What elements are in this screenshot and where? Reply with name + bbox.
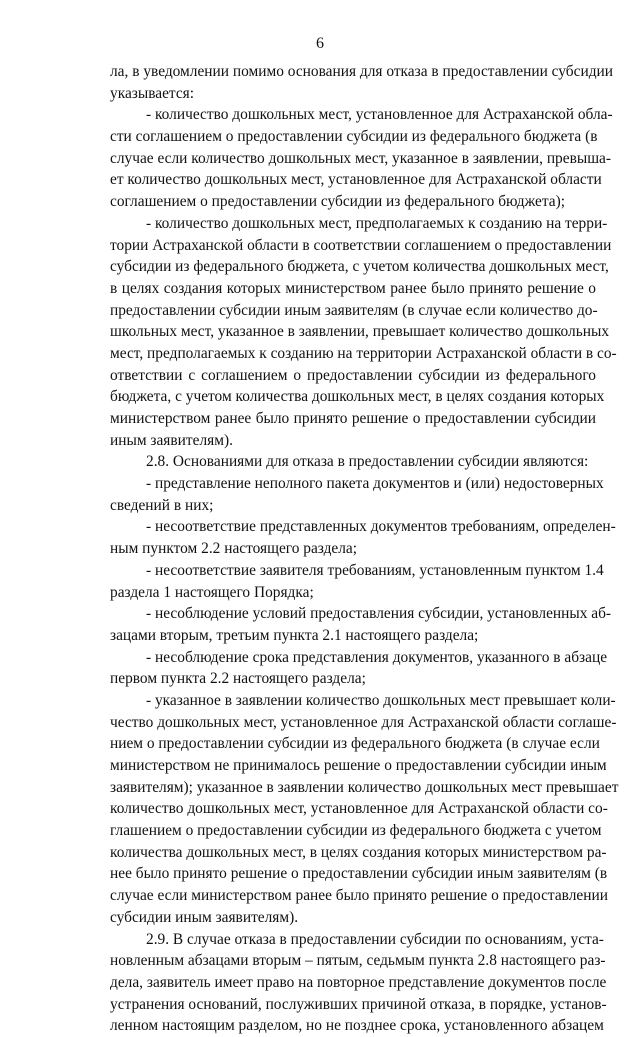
page-number: 6 (316, 35, 324, 52)
text-line: министерством не принималось решение о предоставлении субсидии иным (110, 757, 607, 774)
text-line: - несоответствие представленных документов требованиям, определен- (146, 518, 616, 536)
text-line: 2.8. Основаниями для отказа в предоставлении субсидии являются: (146, 453, 589, 471)
text-line: - несоблюдение срока представления документов, указанного в абзаце (146, 648, 608, 666)
text-line: тории Астраханской области в соответствии соглашением о предоставлении (110, 236, 612, 254)
document-body (110, 61, 619, 1037)
text-line: случае если количество дошкольных мест, указанное в заявлении, превыша- (110, 149, 611, 167)
text-line: количества дошкольных мест, в целях создания которых министерством ра- (110, 843, 607, 861)
text-line: указывается: (110, 84, 195, 102)
text-line: в целях создания которых министерством ранее было принято решение о (110, 279, 596, 297)
text-line: субсидии иным заявителям). (110, 908, 299, 926)
text-line: - количество дошкольных мест, предполагаемых к созданию на терри- (146, 214, 608, 232)
text-line: ет количество дошкольных мест, установленное для Астраханской области (110, 171, 602, 189)
text-line: заявителям); указанное в заявлении количество дошкольных мест превышает (110, 778, 619, 796)
text-line: ленном настоящим разделом, но не позднее срока, установленного абзацем (110, 1017, 604, 1035)
text-line: 2.9. В случае отказа в предоставлении субсидии по основаниям, уста- (146, 930, 604, 948)
text-line: ла, в уведомлении помимо основания для отказа в предоставлении субсидии (110, 63, 613, 80)
text-line: субсидии из федерального бюджета, с учетом количества дошкольных мест, (110, 258, 609, 276)
text-line: количество дошкольных мест, установленное для Астраханской области со- (110, 800, 608, 818)
text-line: бюджета, с учетом количества дошкольных мест, в целях создания которых (110, 388, 605, 406)
text-line: предоставлении субсидии иным заявителям (в случае если количество до- (110, 301, 598, 319)
text-line: - несоблюдение условий предоставления субсидии, установленных аб- (146, 605, 612, 623)
text-line: сведений в них; (110, 496, 214, 514)
text-line: - представление неполного пакета документов и (или) недостоверных (146, 475, 604, 493)
text-line: - количество дошкольных мест, установленное для Астраханской обла- (146, 106, 613, 124)
text-line: устранения оснований, послуживших причиной отказа, в порядке, установ- (110, 995, 607, 1013)
text-line: сти соглашением о предоставлении субсидии из федерального бюджета (в (110, 128, 598, 146)
text-line: первом пункта 2.2 настоящего раздела; (110, 670, 366, 688)
text-line: нее было принято решение о предоставлении субсидии иным заявителям (в (110, 865, 608, 883)
text-line: раздела 1 настоящего Порядка; (110, 583, 314, 601)
text-line: школьных мест, указанное в заявлении, превышает количество дошкольных (110, 323, 610, 341)
text-line: ответствии с соглашением о предоставлении субсидии из федерального (110, 366, 596, 384)
text-line: - указанное в заявлении количество дошкольных мест превышает коли- (146, 691, 616, 709)
text-line: соглашением о предоставлении субсидии из федерального бюджета); (110, 193, 566, 211)
text-line: иным заявителям). (110, 431, 233, 449)
text-line: случае если министерством ранее было принято решение о предоставлении (110, 887, 608, 905)
text-line: ным пунктом 2.2 настоящего раздела; (110, 540, 358, 558)
text-line: дела, заявитель имеет право на повторное представление документов после (110, 973, 607, 991)
text-line: чество дошкольных мест, установленное для Астраханской области соглаше- (110, 713, 617, 731)
text-line: новленным абзацами вторым – пятым, седьмым пункта 2.8 настоящего раз- (110, 952, 606, 970)
text-line: мест, предполагаемых к созданию на территории Астраханской области в со- (110, 344, 617, 362)
text-line: зацами вторым, третьим пункта 2.1 настоящего раздела; (110, 626, 479, 644)
text-line: министерством ранее было принято решение о предоставлении субсидии (110, 410, 596, 427)
text-line: нием о предоставлении субсидии из федерального бюджета (в случае если (110, 735, 600, 753)
text-line: глашением о предоставлении субсидии из федерального бюджета с учетом (110, 822, 602, 840)
text-line: - несоответствие заявителя требованиям, установленным пунктом 1.4 (146, 561, 604, 579)
